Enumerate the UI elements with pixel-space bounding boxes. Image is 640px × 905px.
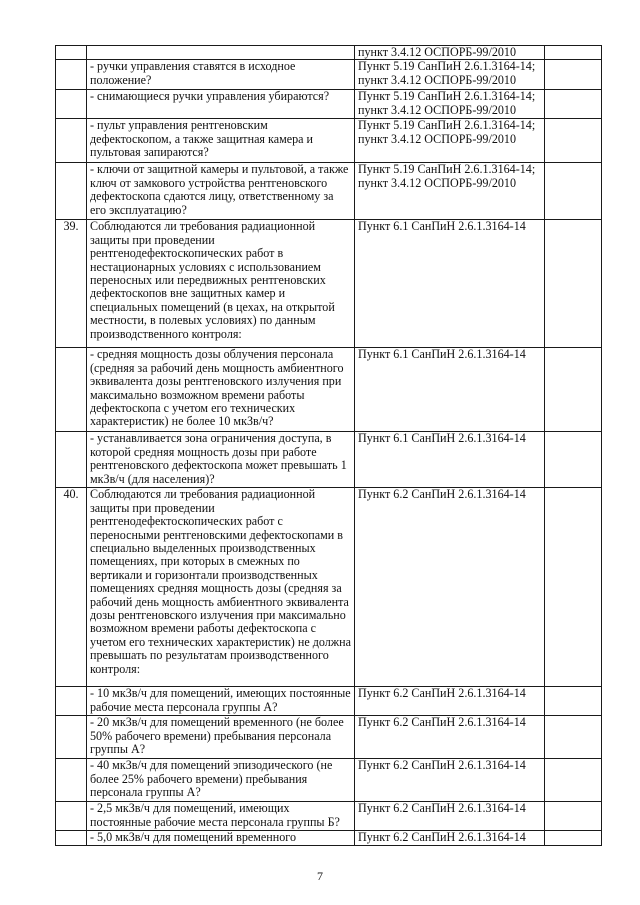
requirement-cell: Соблюдаются ли требования радиационной защиты при проведении рентгенодефектоскопических работ с переносными рентгеновскими дефектоскопами в специально выделенных производственных помещениях, при которых в смежных по вертикали и горизонтали производственных помещениях средняя мощность дозы (средняя за рабочий день мощность амбиентного эквивалента дозы рентгеновского излучения при максимально возможном времени работы дефектоскопа с учетом его технических характеристик) не должна превышать по результатам производственного контроля: [87, 488, 355, 687]
mark-cell [545, 432, 602, 488]
item-number-cell [56, 348, 87, 432]
item-number-cell [56, 90, 87, 119]
item-number-cell [56, 759, 87, 802]
table-row [56, 716, 602, 759]
mark-cell [545, 163, 602, 220]
reference-cell: Пункт 6.1 СанПиН 2.6.1.3164-14 [355, 348, 545, 432]
mark-cell [545, 348, 602, 432]
mark-cell [545, 687, 602, 716]
mark-cell [545, 220, 602, 348]
item-number-cell [56, 432, 87, 488]
item-number-cell [56, 831, 87, 846]
table-row [56, 488, 602, 687]
requirement-cell: - 20 мкЗв/ч для помещений временного (не более 50% рабочего времени) пребывания персонала группы А? [87, 716, 355, 759]
reference-cell: пункт 3.4.12 ОСПОРБ-99/2010 [355, 46, 545, 60]
item-number-cell [56, 716, 87, 759]
requirement-cell: - средняя мощность дозы облучения персонала (средняя за рабочий день мощность амбиентного эквивалента дозы рентгеновского излучения при максимально возможном времени работы дефектоскопа с учетом его технических характеристик) не более 10 мкЗв/ч? [87, 348, 355, 432]
mark-cell [545, 716, 602, 759]
table-row [56, 119, 602, 163]
mark-cell [545, 759, 602, 802]
requirement-cell: - снимающиеся ручки управления убираются? [87, 90, 355, 119]
reference-cell: Пункт 6.2 СанПиН 2.6.1.3164-14 [355, 759, 545, 802]
reference-cell: Пункт 6.2 СанПиН 2.6.1.3164-14 [355, 802, 545, 831]
reference-cell: Пункт 5.19 СанПиН 2.6.1.3164-14; пункт 3.4.12 ОСПОРБ-99/2010 [355, 90, 545, 119]
requirement-cell: - 40 мкЗв/ч для помещений эпизодического (не более 25% рабочего времени) пребывания персонала группы А? [87, 759, 355, 802]
table-row [56, 46, 602, 60]
item-number-cell: 39. [56, 220, 87, 348]
table-row [56, 348, 602, 432]
mark-cell [545, 831, 602, 846]
item-number-cell [56, 119, 87, 163]
requirements-table [55, 45, 602, 846]
table-row [56, 432, 602, 488]
reference-cell: Пункт 5.19 СанПиН 2.6.1.3164-14; пункт 3.4.12 ОСПОРБ-99/2010 [355, 60, 545, 90]
table-row [56, 687, 602, 716]
item-number-cell [56, 46, 87, 60]
page-number: 7 [317, 869, 323, 883]
table-row [56, 220, 602, 348]
reference-cell: Пункт 5.19 СанПиН 2.6.1.3164-14; пункт 3.4.12 ОСПОРБ-99/2010 [355, 119, 545, 163]
mark-cell [545, 119, 602, 163]
item-number-cell: 40. [56, 488, 87, 687]
requirement-cell: - 10 мкЗв/ч для помещений, имеющих постоянные рабочие места персонала группы А? [87, 687, 355, 716]
reference-cell: Пункт 6.2 СанПиН 2.6.1.3164-14 [355, 831, 545, 846]
requirement-cell [87, 46, 355, 60]
mark-cell [545, 90, 602, 119]
item-number-cell [56, 687, 87, 716]
requirement-cell: - 5,0 мкЗв/ч для помещений временного [87, 831, 355, 846]
item-number-cell [56, 802, 87, 831]
requirement-cell: Соблюдаются ли требования радиационной защиты при проведении рентгенодефектоскопических работ в нестационарных условиях с использованием переносных или передвижных рентгеновских дефектоскопов вне защитных камер и специальных помещений (в цехах, на открытой местности, в полевых условиях) по данным производственного контроля: [87, 220, 355, 348]
requirement-cell: - 2,5 мкЗв/ч для помещений, имеющих постоянные рабочие места персонала группы Б? [87, 802, 355, 831]
table-row [56, 90, 602, 119]
reference-cell: Пункт 6.1 СанПиН 2.6.1.3164-14 [355, 432, 545, 488]
table-row [56, 759, 602, 802]
reference-cell: Пункт 6.2 СанПиН 2.6.1.3164-14 [355, 716, 545, 759]
mark-cell [545, 802, 602, 831]
requirement-cell: - ключи от защитной камеры и пультовой, а также ключ от замкового устройства рентгеновского дефектоскопа сдаются лицу, ответственному за его эксплуатацию? [87, 163, 355, 220]
table-row [56, 831, 602, 846]
item-number-cell [56, 60, 87, 90]
item-number-cell [56, 163, 87, 220]
requirement-cell: - ручки управления ставятся в исходное положение? [87, 60, 355, 90]
table-row [56, 60, 602, 90]
reference-cell: Пункт 6.2 СанПиН 2.6.1.3164-14 [355, 488, 545, 687]
table-row [56, 163, 602, 220]
reference-cell: Пункт 5.19 СанПиН 2.6.1.3164-14; пункт 3.4.12 ОСПОРБ-99/2010 [355, 163, 545, 220]
requirement-cell: - устанавливается зона ограничения доступа, в которой средняя мощность дозы при работе рентгеновского дефектоскопа может превышать 1 мкЗв/ч (для населения)? [87, 432, 355, 488]
reference-cell: Пункт 6.2 СанПиН 2.6.1.3164-14 [355, 687, 545, 716]
mark-cell [545, 60, 602, 90]
mark-cell [545, 46, 602, 60]
table-row [56, 802, 602, 831]
requirement-cell: - пульт управления рентгеновским дефектоскопом, а также защитная камера и пультовая запираются? [87, 119, 355, 163]
reference-cell: Пункт 6.1 СанПиН 2.6.1.3164-14 [355, 220, 545, 348]
mark-cell [545, 488, 602, 687]
